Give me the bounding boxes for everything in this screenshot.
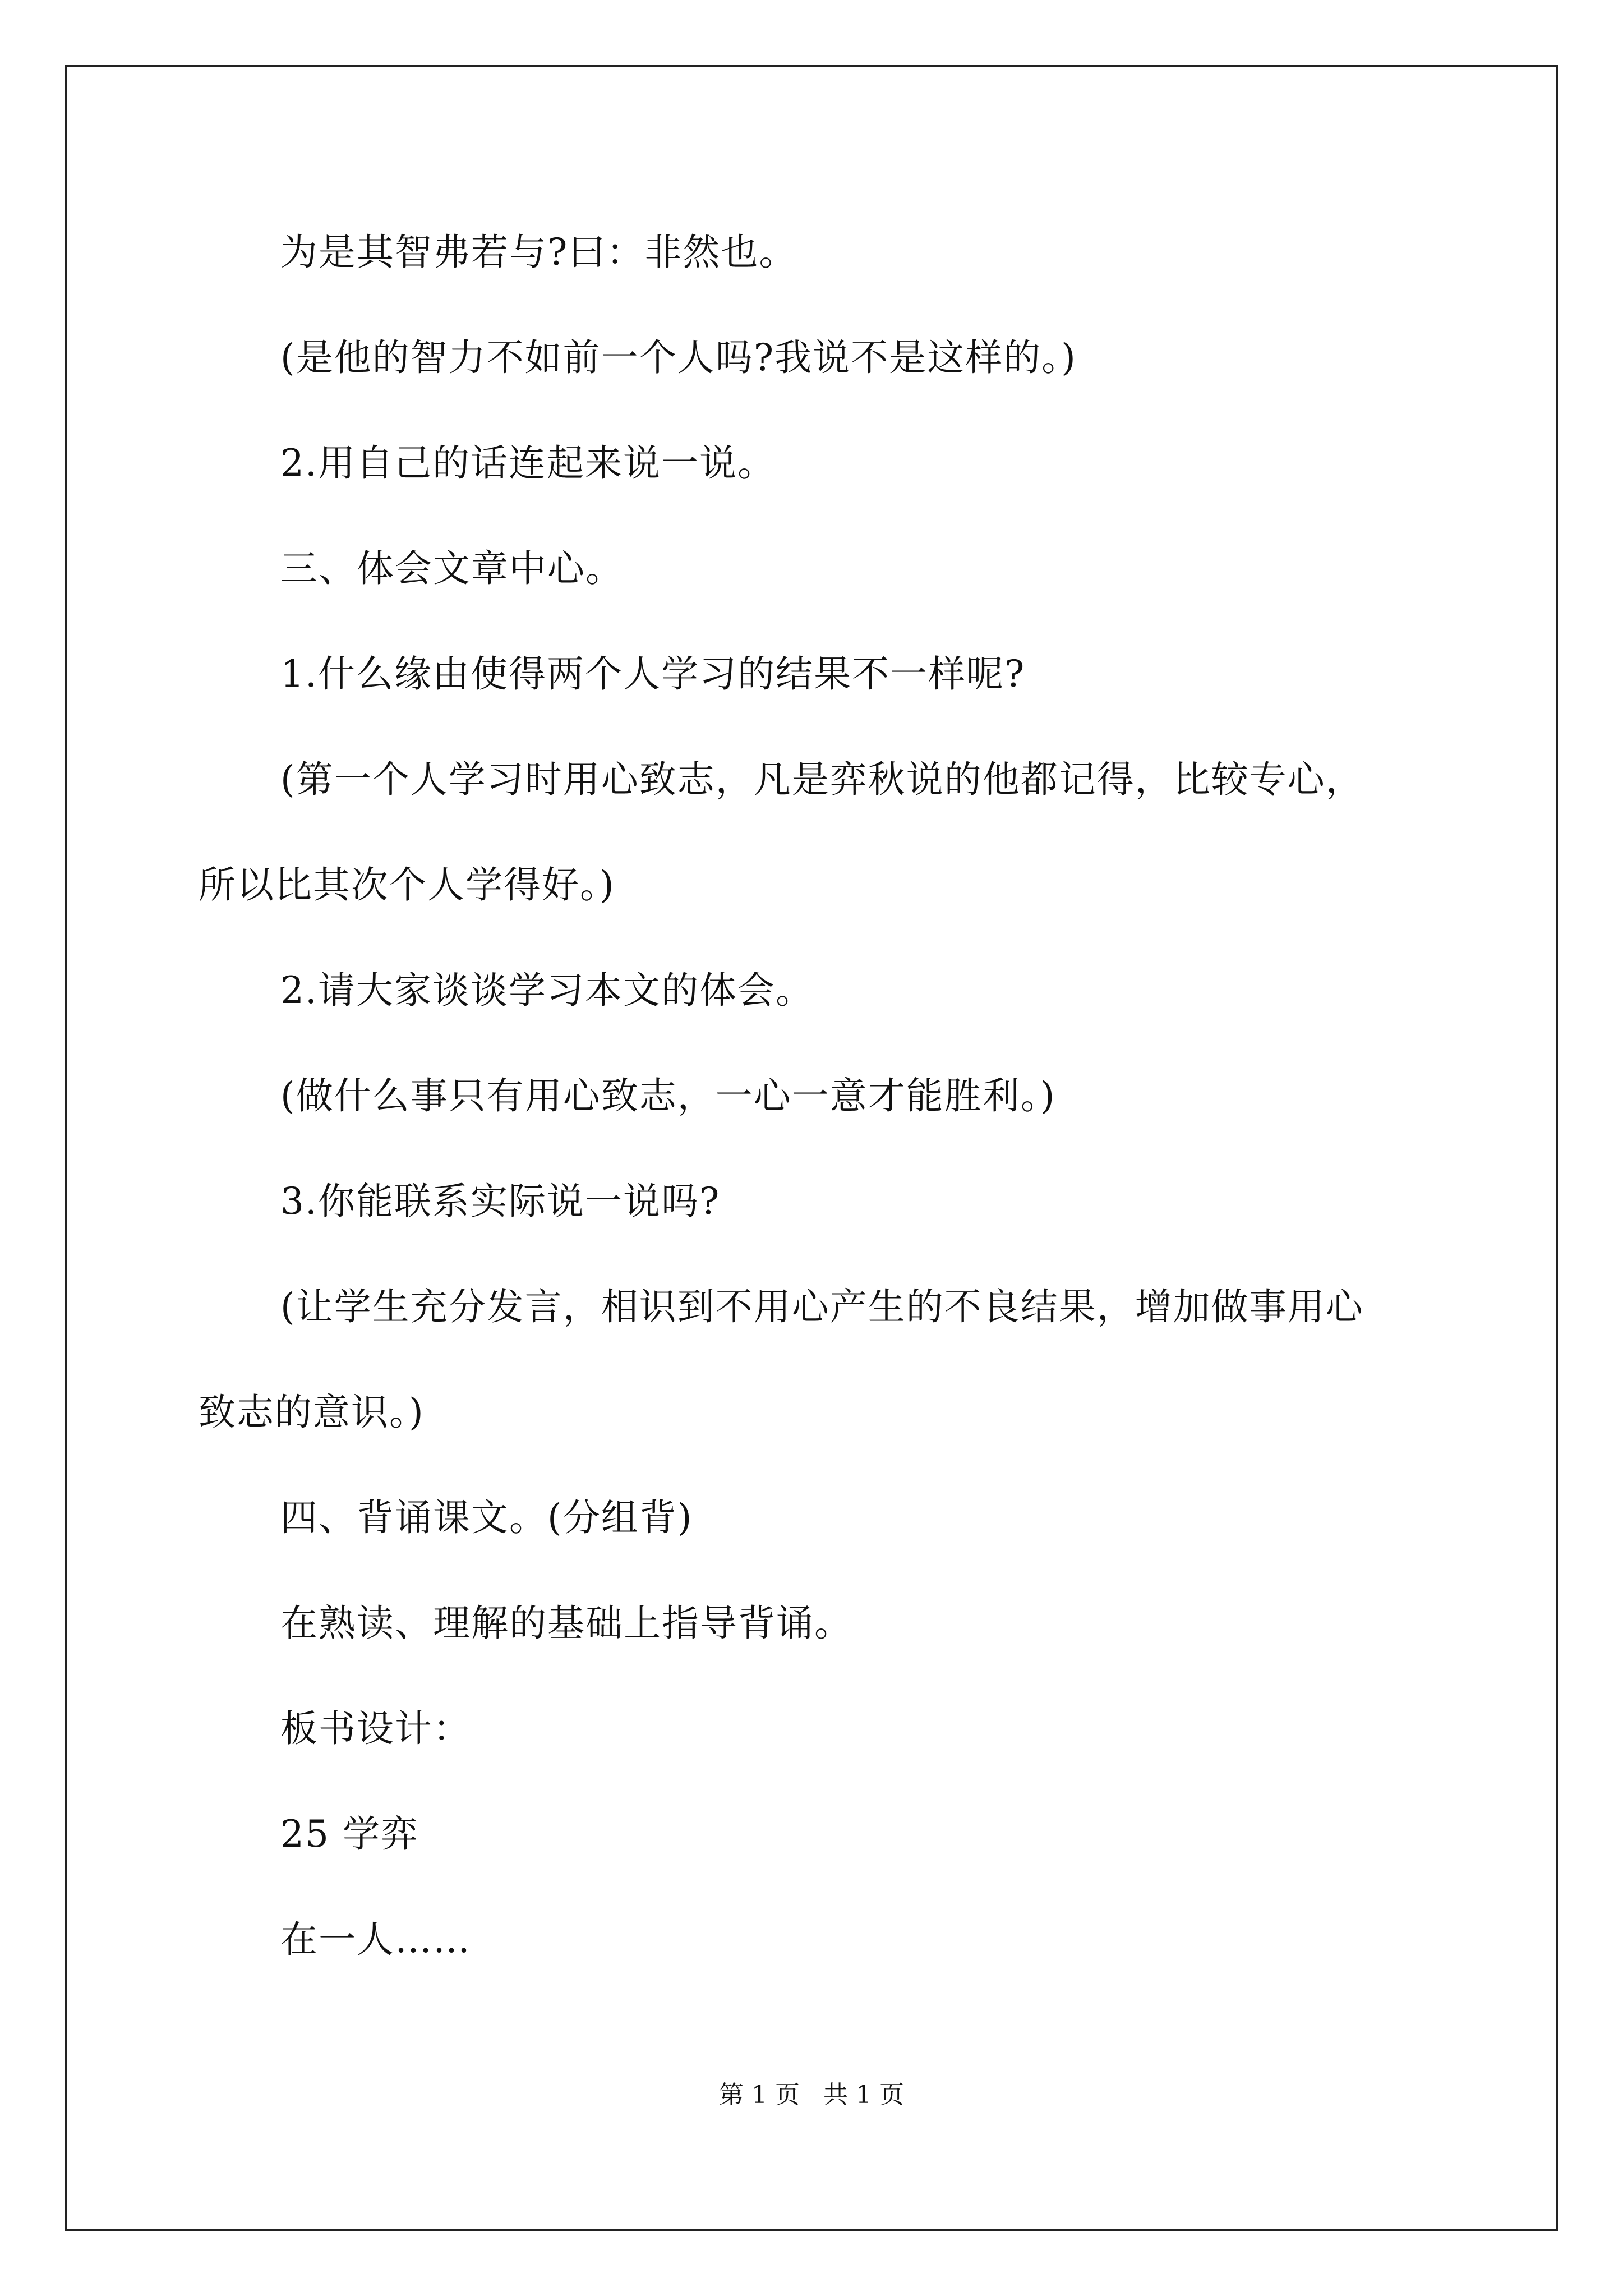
paragraph: 在熟读、理解的基础上指导背诵。: [280, 1602, 852, 1645]
paragraph: (第一个人学习时用心致志，凡是弈秋说的他都记得，比较专心，: [280, 758, 1364, 801]
paragraph: 1.什么缘由使得两个人学习的结果不一样呢?: [280, 652, 1026, 696]
paragraph: 3.你能联系实际说一说吗?: [280, 1180, 721, 1223]
paragraph: (是他的智力不如前一个人吗?我说不是这样的。): [280, 336, 1077, 379]
paragraph: (让学生充分发言，相识到不用心产生的不良结果，增加做事用心: [280, 1285, 1364, 1328]
section-heading: 四、背诵课文。(分组背): [280, 1496, 693, 1539]
paragraph-continuation: 致志的意识。): [199, 1391, 425, 1434]
paragraph: 25 学弈: [280, 1812, 419, 1856]
paragraph: 2.用自己的话连起来说一说。: [280, 441, 776, 485]
paragraph: 板书设计：: [280, 1707, 471, 1750]
paragraph-continuation: 所以比其次个人学得好。): [199, 863, 615, 907]
paragraph: 为是其智弗若与?曰：非然也。: [280, 231, 797, 274]
paragraph: (做什么事只有用心致志，一心一意才能胜利。): [280, 1074, 1056, 1117]
paragraph: 2.请大家谈谈学习本文的体会。: [280, 969, 814, 1012]
paragraph: 在一人……: [280, 1918, 471, 1961]
page-number: 第 1 页 共 1 页: [719, 2081, 904, 2109]
section-heading: 三、体会文章中心。: [280, 547, 624, 590]
